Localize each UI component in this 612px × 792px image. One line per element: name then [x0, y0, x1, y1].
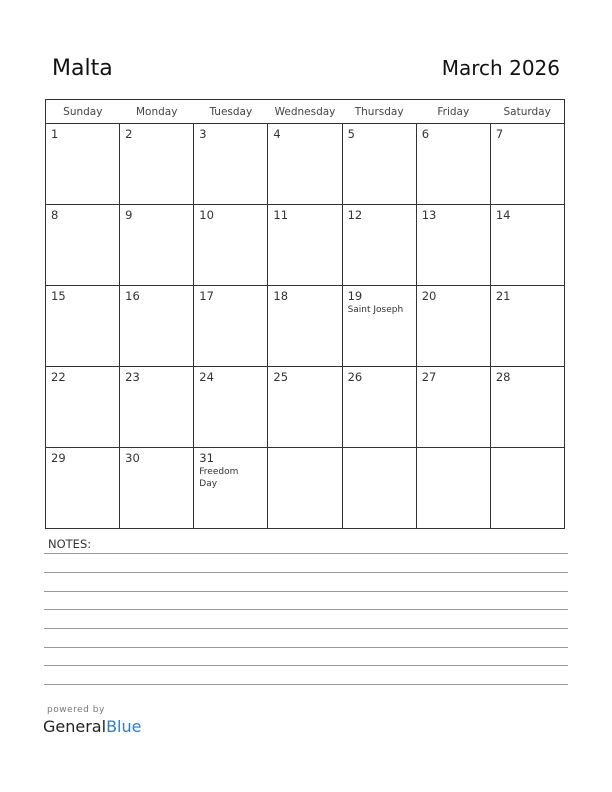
day-cell: [194, 124, 268, 205]
day-number: 9: [125, 208, 133, 222]
day-cell: [268, 448, 342, 529]
day-cell: [194, 286, 268, 367]
day-cell: [194, 205, 268, 286]
day-cell: [490, 286, 564, 367]
logo-general: General: [43, 717, 107, 736]
day-number: 15: [51, 289, 66, 303]
holiday-label: Freedom Day: [199, 467, 239, 489]
day-number: 24: [199, 370, 214, 384]
day-cell: [120, 367, 194, 448]
notes-line: [44, 553, 568, 554]
day-number: 26: [347, 370, 363, 384]
day-cell: [46, 448, 120, 529]
day-cell: [490, 367, 564, 448]
day-cell: [490, 448, 564, 529]
calendar-grid: [45, 99, 565, 529]
country-title: Malta: [52, 56, 113, 81]
day-cell: [46, 124, 120, 205]
weekday-thursday: Thursday: [342, 100, 416, 124]
day-cell: [46, 367, 120, 448]
day-number: 4: [273, 127, 281, 141]
day-cell: [46, 286, 120, 367]
day-number: 7: [495, 127, 504, 141]
day-number: 28: [495, 370, 511, 384]
week-row: [46, 448, 565, 529]
day-cell: [46, 205, 120, 286]
generalblue-logo: [43, 717, 141, 736]
day-number: 5: [347, 127, 355, 141]
day-cell: [416, 205, 490, 286]
week-row: [46, 205, 565, 286]
holiday-label: Saint Joseph: [347, 305, 404, 315]
day-cell: [416, 448, 490, 529]
day-number: 31: [199, 451, 214, 465]
notes-label: NOTES:: [48, 537, 92, 551]
day-number: 21: [495, 289, 511, 303]
day-number: 25: [273, 370, 289, 384]
day-cell: [342, 448, 416, 529]
notes-line: [44, 647, 568, 648]
day-cell: [490, 205, 564, 286]
day-number: 14: [495, 208, 511, 222]
day-cell: [342, 367, 416, 448]
day-number: 8: [51, 208, 59, 222]
notes-line: [44, 609, 568, 610]
day-number: 18: [273, 289, 289, 303]
weekday-tuesday: Tuesday: [194, 100, 268, 124]
weekday-header-row: [46, 100, 565, 124]
notes-line: [44, 591, 568, 592]
day-cell: [268, 124, 342, 205]
day-cell: [416, 124, 490, 205]
day-cell: [268, 205, 342, 286]
day-number: 30: [125, 451, 140, 465]
logo-blue: Blue: [106, 717, 142, 736]
day-cell: [194, 367, 268, 448]
day-number: 2: [125, 127, 133, 141]
day-number: 12: [347, 208, 363, 222]
day-number: 20: [421, 289, 437, 303]
notes-line: [44, 665, 568, 666]
day-cell: [120, 124, 194, 205]
day-cell: [268, 367, 342, 448]
day-number: 29: [51, 451, 66, 465]
day-number: 23: [125, 370, 140, 384]
day-number: 10: [199, 208, 214, 222]
month-title: March 2026: [441, 56, 560, 80]
day-number: 16: [125, 289, 140, 303]
weekday-saturday: Saturday: [490, 100, 564, 124]
day-cell: [342, 205, 416, 286]
day-cell: [120, 286, 194, 367]
week-row: [46, 286, 565, 367]
day-number: 1: [51, 127, 59, 141]
day-number: 11: [273, 208, 289, 222]
day-cell: [120, 205, 194, 286]
day-cell: [120, 448, 194, 529]
day-number: 13: [421, 208, 437, 222]
day-number: 19: [347, 289, 363, 303]
day-number: 6: [421, 127, 430, 141]
weekday-wednesday: Wednesday: [268, 100, 342, 124]
notes-line: [44, 684, 568, 685]
notes-line: [44, 628, 568, 629]
powered-by-text: powered by: [47, 705, 105, 715]
day-number: 27: [421, 370, 437, 384]
day-cell: [490, 124, 564, 205]
weekday-sunday: Sunday: [46, 100, 120, 124]
day-cell: [268, 286, 342, 367]
day-cell: [416, 367, 490, 448]
day-cell: [194, 448, 268, 529]
day-number: 17: [199, 289, 214, 303]
week-row: [46, 367, 565, 448]
day-cell: [342, 124, 416, 205]
weekday-monday: Monday: [120, 100, 194, 124]
week-row: [46, 124, 565, 205]
day-number: 22: [51, 370, 66, 384]
weekday-friday: Friday: [416, 100, 490, 124]
day-cell: [342, 286, 416, 367]
day-number: 3: [199, 127, 207, 141]
day-cell: [416, 286, 490, 367]
notes-line: [44, 572, 568, 573]
